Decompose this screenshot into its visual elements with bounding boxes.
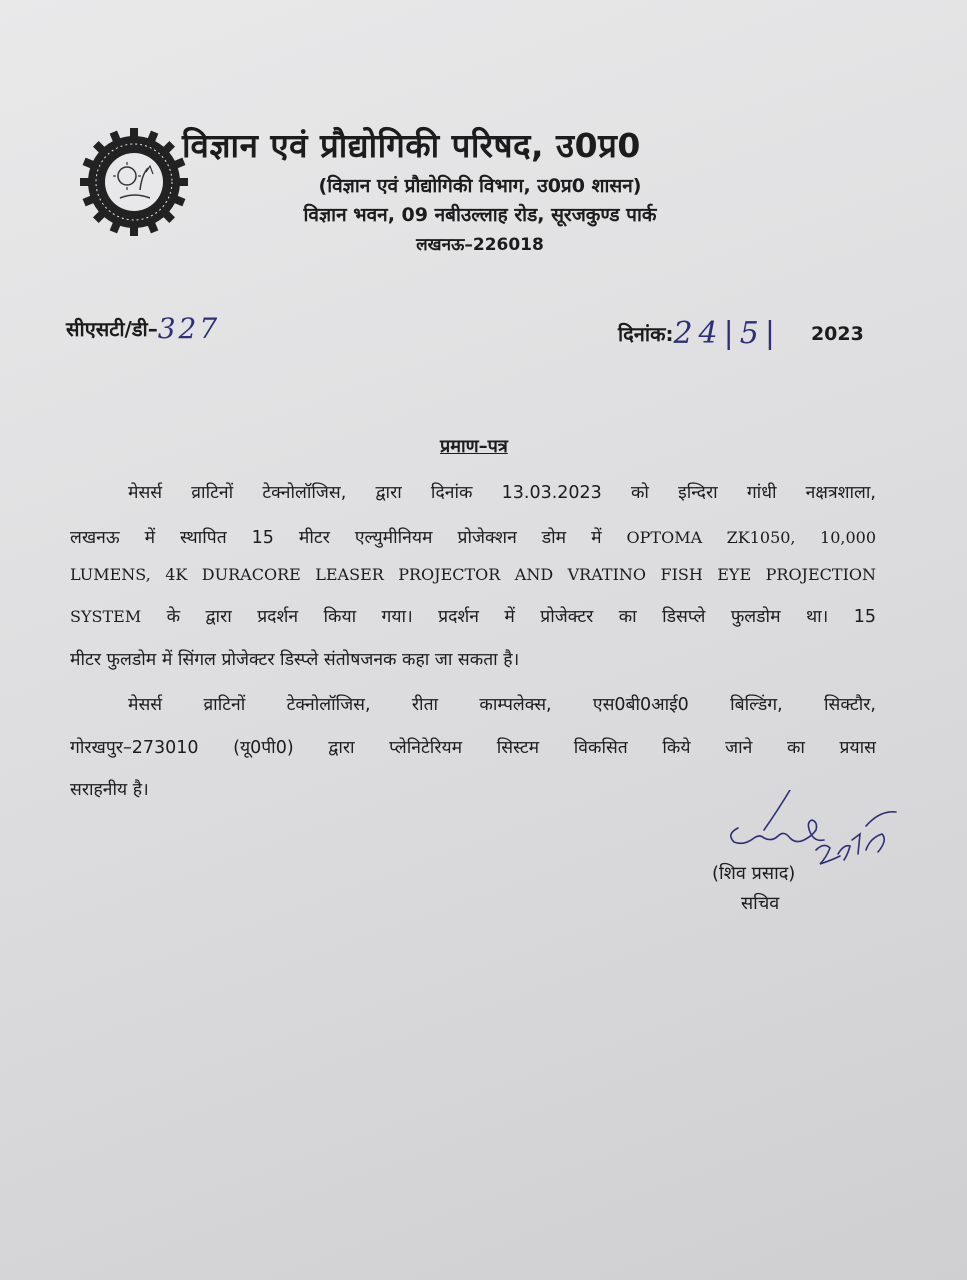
certificate-title: प्रमाण–पत्र bbox=[440, 436, 508, 457]
paragraph-1-line-4 bbox=[70, 604, 876, 628]
p1-l4-hindi: के द्वारा प्रदर्शन किया गया। प्रदर्शन में प्रोजेक्टर का डिसप्ले फुलडोम था। 15 bbox=[141, 607, 876, 627]
p1-l2-hindi: लखनऊ में स्थापित 15 मीटर एल्युमीनियम प्रोजेक्शन डोम में bbox=[70, 528, 627, 548]
p1-l4-english: SYSTEM bbox=[70, 607, 142, 626]
address-line: विज्ञान भवन, 09 नबीउल्लाह रोड, सूरजकुण्ड पार्क bbox=[303, 204, 657, 226]
signatory-name: (शिव प्रसाद) bbox=[712, 863, 796, 884]
paragraph-1-line-3 bbox=[70, 565, 876, 585]
paragraph-1-line-1: मेसर्स व्राटिनों टेक्नोलॉजिस, द्वारा दिनांक 13.03.2023 को इन्दिरा गांधी नक्षत्रशाला, bbox=[128, 483, 876, 503]
letter-date bbox=[618, 316, 864, 351]
organization-name: विज्ञान एवं प्रौद्योगिकी परिषद, उ0प्र0 bbox=[182, 126, 641, 165]
signatory-designation: सचिव bbox=[741, 893, 780, 914]
city-pincode: लखनऊ–226018 bbox=[416, 235, 544, 255]
paragraph-2-line-2: गोरखपुर–273010 (यू0पी0) द्वारा प्लेनिटेरियम सिस्टम विकसित किये जाने का प्रयास bbox=[70, 738, 876, 758]
p1-l2-english: OPTOMA ZK1050, 10,000 bbox=[626, 528, 876, 547]
reference-handwritten-number: 327 bbox=[157, 312, 221, 345]
date-handwritten: 24|5| bbox=[673, 316, 781, 351]
p1-l3-english: LUMENS, 4K DURACORE LEASER PROJECTOR AND VRATINO FISH EYE PROJECTION bbox=[70, 565, 876, 584]
department-line: (विज्ञान एवं प्रौद्योगिकी विभाग, उ0प्र0 शासन) bbox=[318, 175, 642, 197]
council-seal-logo-icon bbox=[80, 128, 188, 236]
paragraph-1-line-2 bbox=[70, 525, 876, 549]
paragraph-1-line-5: मीटर फुलडोम में सिंगल प्रोजेक्टर डिस्प्ले संतोषजनक कहा जा सकता है। bbox=[70, 650, 520, 670]
reference-number bbox=[66, 312, 220, 352]
paragraph-2-line-1: मेसर्स व्राटिनों टेक्नोलॉजिस, रीता काम्पलेक्स, एस0बी0आई0 बिल्डिंग, सिक्टौर, bbox=[128, 695, 876, 715]
date-year: 2023 bbox=[810, 322, 864, 345]
reference-label: सीएसटी/डी– bbox=[66, 317, 158, 341]
date-label: दिनांक: bbox=[618, 322, 674, 346]
paragraph-2-line-3: सराहनीय है। bbox=[70, 780, 149, 800]
